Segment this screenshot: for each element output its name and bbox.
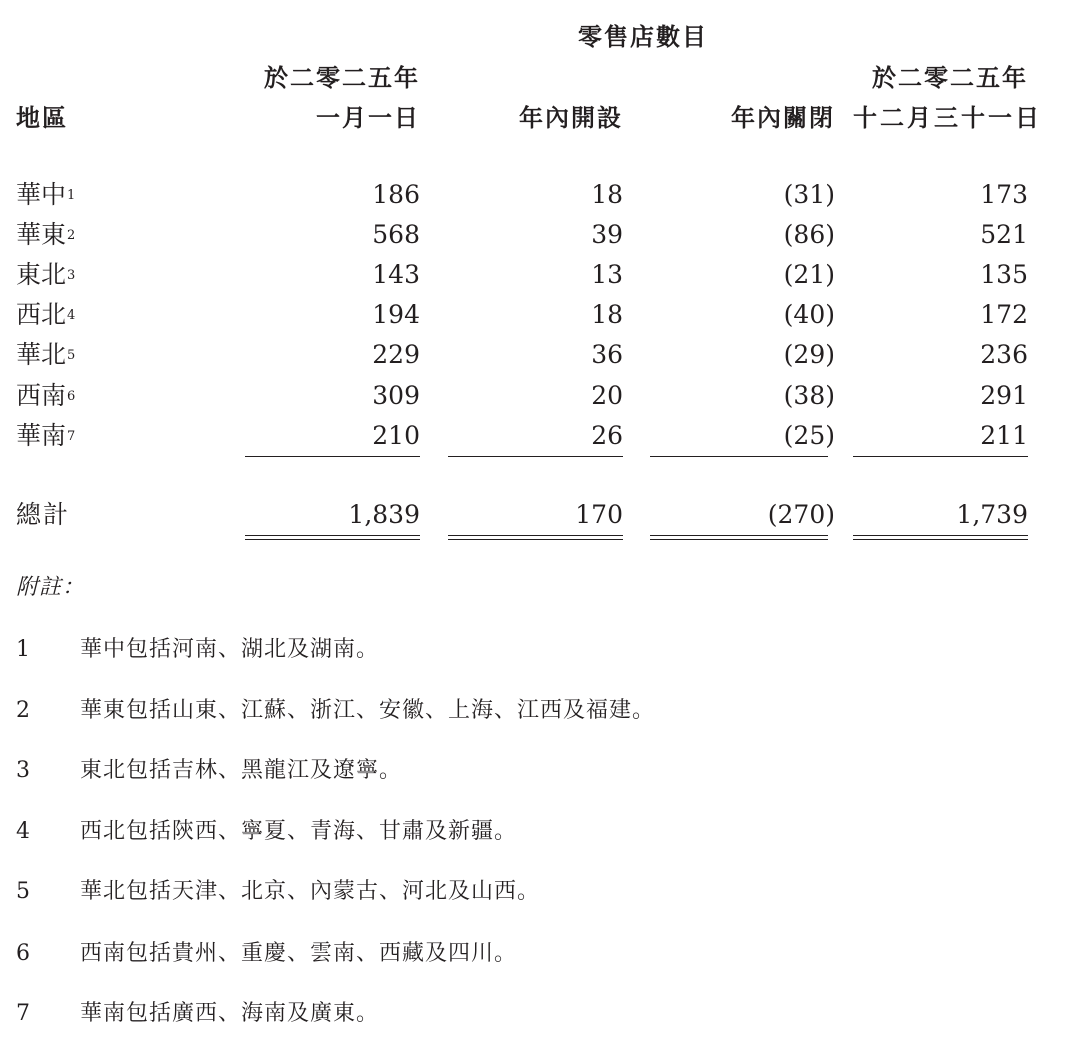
opened-count: 26 xyxy=(591,421,623,450)
total-double-rule xyxy=(245,535,420,540)
region-column-header: 地區 xyxy=(16,104,68,132)
footnote-marker: 3 xyxy=(67,268,76,283)
start-count: 194 xyxy=(372,300,420,329)
region-name: 華南 xyxy=(16,421,67,450)
start-count: 143 xyxy=(372,260,420,289)
total-opened: 170 xyxy=(575,500,623,529)
note-text: 華東包括山東、江蘇、浙江、安徽、上海、江西及福建。 xyxy=(80,698,656,723)
note-text: 西南包括貴州、重慶、雲南、西藏及四川。 xyxy=(80,941,518,966)
col3-header: 年內關閉 xyxy=(731,104,835,132)
note-number: 5 xyxy=(16,879,30,904)
subtotal-rule xyxy=(853,456,1028,457)
end-count: 172 xyxy=(980,300,1028,329)
closed-count: (25) xyxy=(783,421,835,450)
col1-header-line2: 一月一日 xyxy=(316,104,420,132)
note-number: 4 xyxy=(16,819,30,844)
closed-count: (29) xyxy=(783,340,835,369)
col2-header: 年內開設 xyxy=(519,104,623,132)
footnote-marker: 5 xyxy=(67,348,76,363)
footnote-marker: 1 xyxy=(67,188,76,203)
note-text: 西北包括陝西、寧夏、青海、甘肅及新疆。 xyxy=(80,819,518,844)
region-name: 華北 xyxy=(16,340,67,369)
note-text: 東北包括吉林、黑龍江及遼寧。 xyxy=(80,758,403,783)
total-double-rule xyxy=(853,535,1028,540)
opened-count: 18 xyxy=(591,300,623,329)
total-label: 總計 xyxy=(16,500,71,529)
note-number: 7 xyxy=(16,1001,30,1026)
end-count: 521 xyxy=(980,220,1028,249)
note-text: 華南包括廣西、海南及廣東。 xyxy=(80,1001,380,1026)
start-count: 309 xyxy=(372,381,420,410)
footnote-marker: 2 xyxy=(67,228,76,243)
region-name: 西南 xyxy=(16,381,67,410)
note-number: 6 xyxy=(16,941,30,966)
start-count: 186 xyxy=(372,180,420,209)
opened-count: 18 xyxy=(591,180,623,209)
opened-count: 20 xyxy=(591,381,623,410)
subtotal-rule xyxy=(650,456,828,457)
note-number: 2 xyxy=(16,698,30,723)
notes-title: 附註： xyxy=(16,575,86,600)
note-text: 華中包括河南、湖北及湖南。 xyxy=(80,637,380,662)
region-name: 華中 xyxy=(16,180,67,209)
subtotal-rule xyxy=(245,456,420,457)
total-start: 1,839 xyxy=(348,500,420,529)
region-name: 東北 xyxy=(16,260,67,289)
total-double-rule xyxy=(448,535,623,540)
note-text: 華北包括天津、北京、內蒙古、河北及山西。 xyxy=(80,879,541,904)
closed-count: (31) xyxy=(783,180,835,209)
note-number: 3 xyxy=(16,758,30,783)
opened-count: 36 xyxy=(591,340,623,369)
closed-count: (86) xyxy=(783,220,835,249)
footnote-marker: 6 xyxy=(67,389,76,404)
col4-header-line1: 於二零二五年 xyxy=(872,64,1028,92)
end-count: 211 xyxy=(980,421,1028,450)
subtotal-rule xyxy=(448,456,623,457)
region-name: 華東 xyxy=(16,220,67,249)
end-count: 291 xyxy=(980,381,1028,410)
end-count: 236 xyxy=(980,340,1028,369)
end-count: 135 xyxy=(980,260,1028,289)
total-end: 1,739 xyxy=(956,500,1028,529)
closed-count: (21) xyxy=(783,260,835,289)
region-name: 西北 xyxy=(16,300,67,329)
start-count: 568 xyxy=(372,220,420,249)
group-title: 零售店數目 xyxy=(578,23,708,51)
total-double-rule xyxy=(650,535,828,540)
footnote-marker: 7 xyxy=(67,429,76,444)
opened-count: 39 xyxy=(591,220,623,249)
total-closed: (270) xyxy=(767,500,835,529)
start-count: 229 xyxy=(372,340,420,369)
col1-header-line1: 於二零二五年 xyxy=(264,64,420,92)
end-count: 173 xyxy=(980,180,1028,209)
footnote-marker: 4 xyxy=(67,308,76,323)
start-count: 210 xyxy=(372,421,420,450)
opened-count: 13 xyxy=(591,260,623,289)
closed-count: (38) xyxy=(783,381,835,410)
col4-header-line2: 十二月三十一日 xyxy=(853,104,1042,132)
closed-count: (40) xyxy=(783,300,835,329)
note-number: 1 xyxy=(16,637,30,662)
